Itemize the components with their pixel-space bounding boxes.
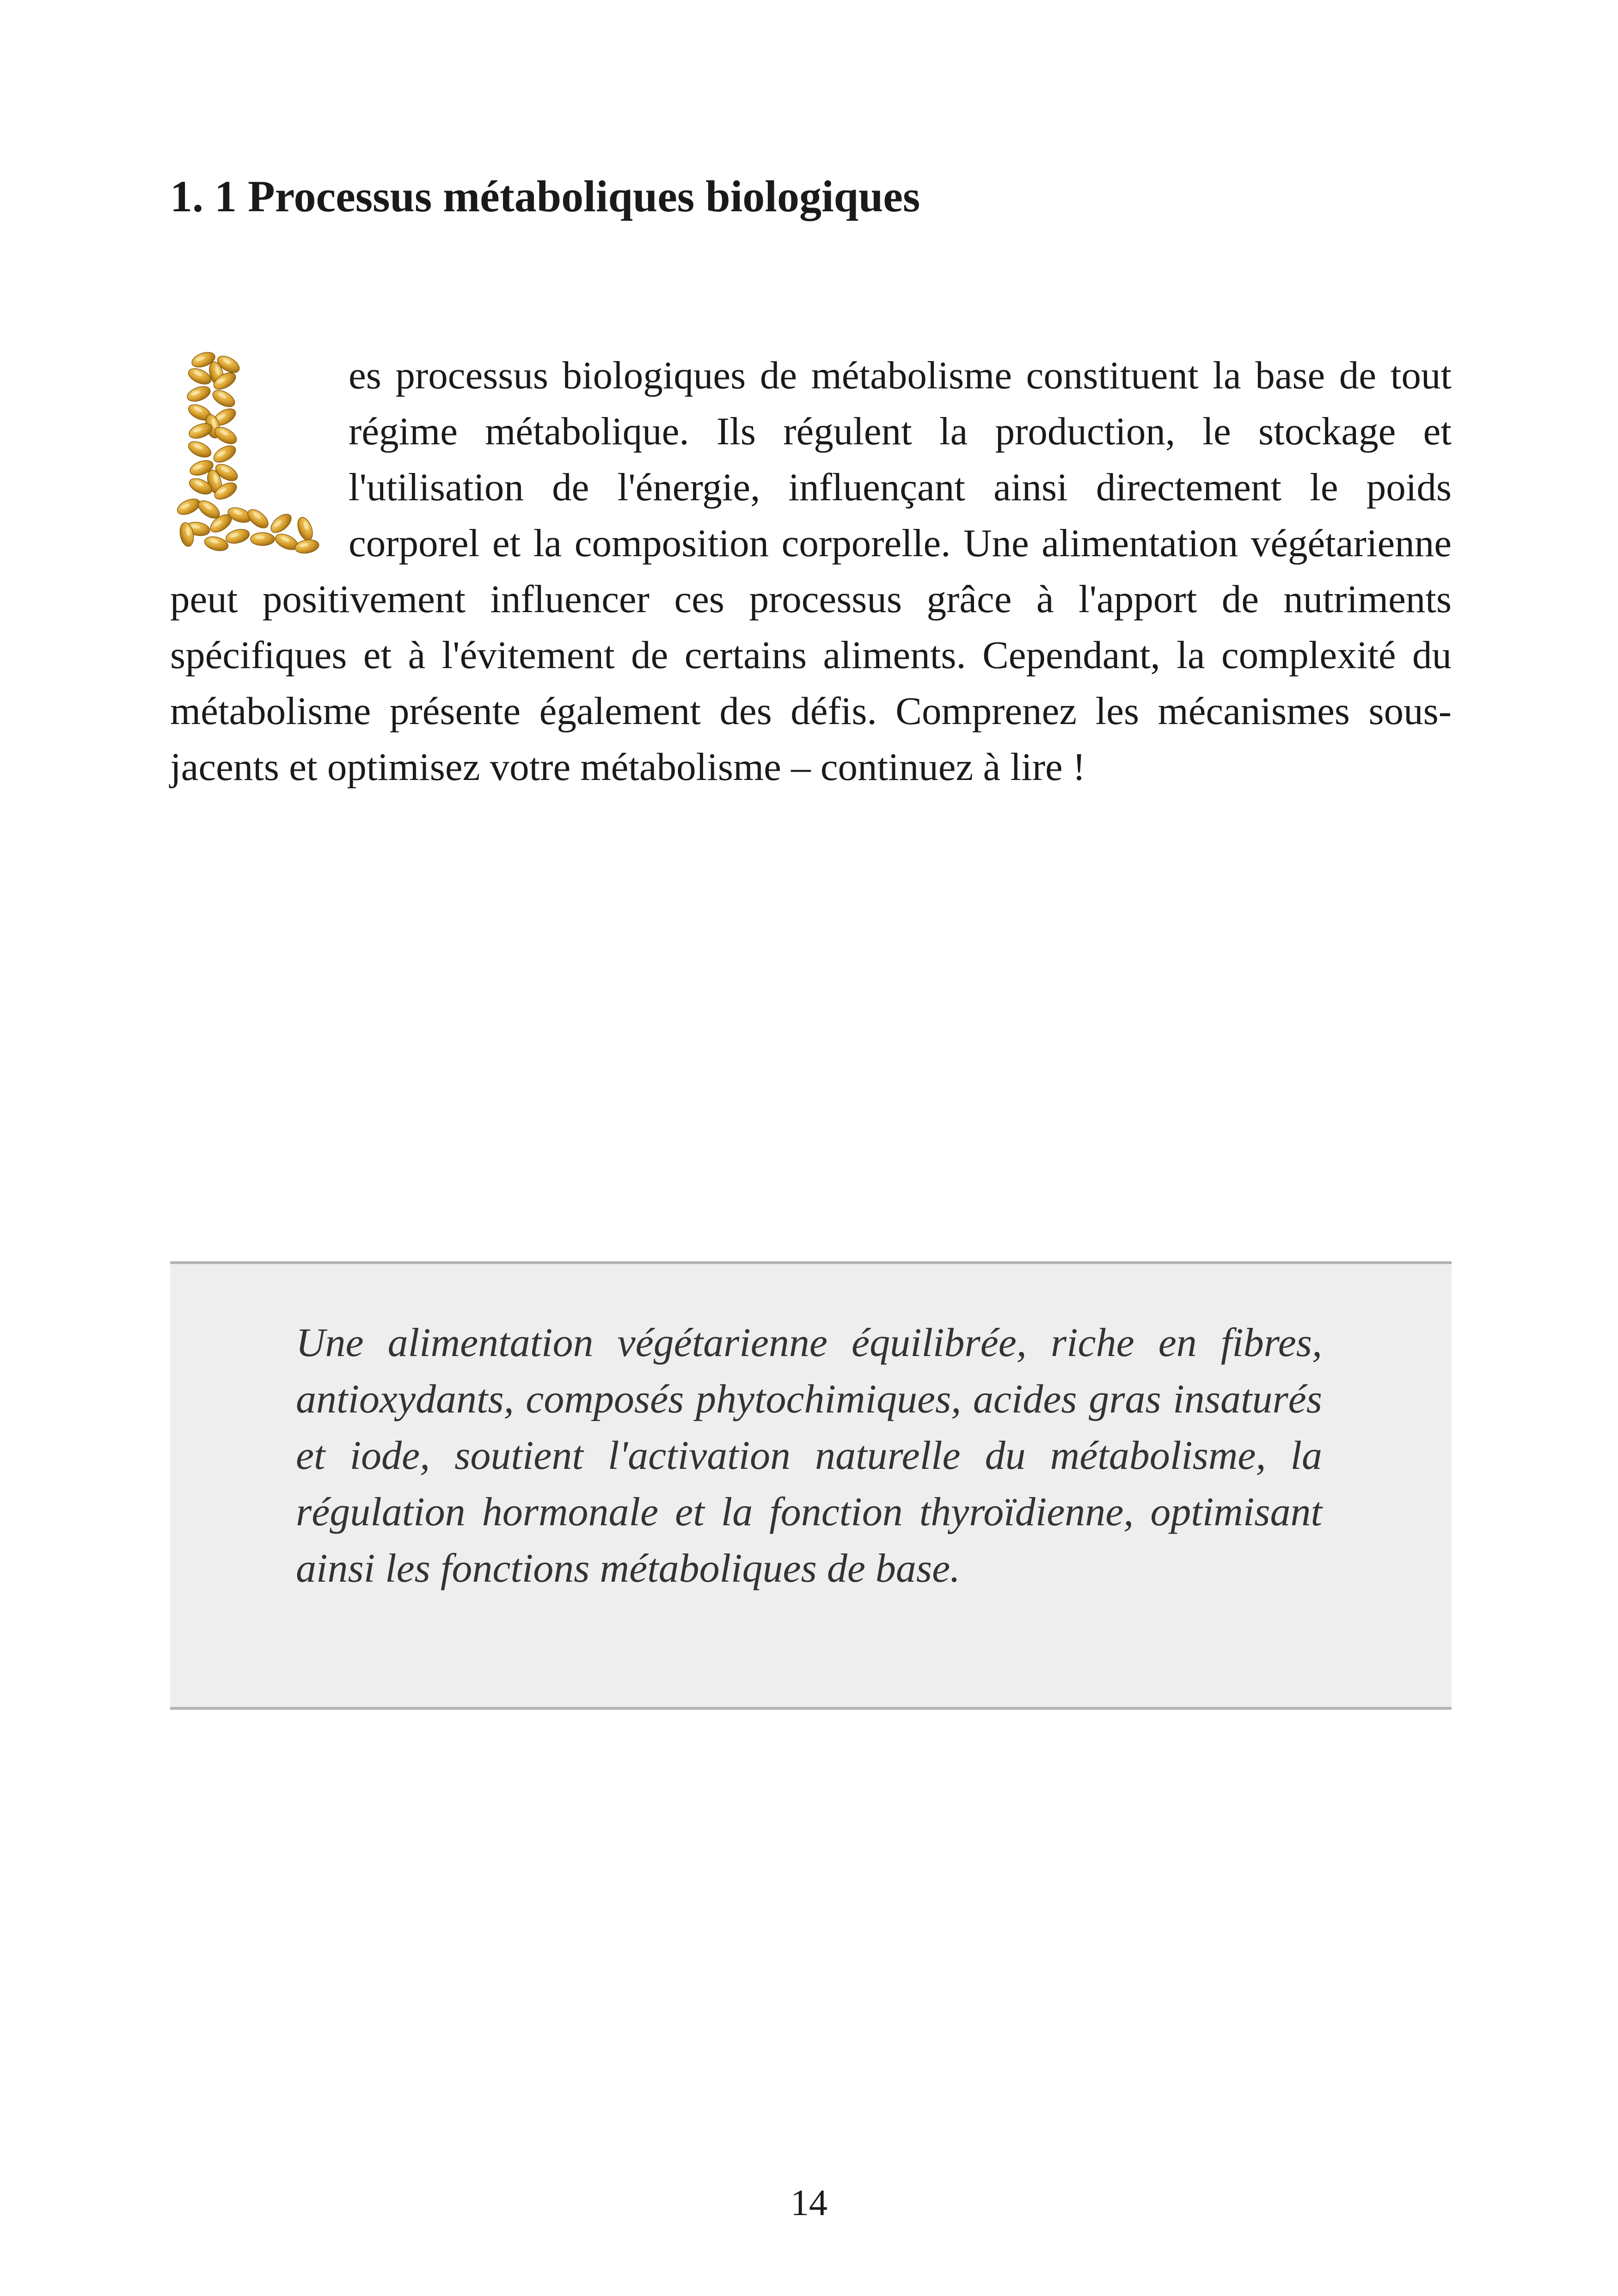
page-title: 1. 1 Processus métaboliques biologiques [170,172,920,221]
seed-mark [203,534,229,553]
seed-mark [175,496,202,517]
seed-mark [186,438,214,460]
seed-mark [294,538,320,555]
drop-cap-seed-letter [170,348,323,565]
seed-mark [210,387,237,410]
callout-box [170,1261,1452,1710]
seed-highlight [255,535,264,539]
intro-paragraph [170,348,1452,795]
seed-mark [295,516,315,542]
seed-mark [224,527,251,546]
seed-mark [251,533,275,546]
page-number: 14 [791,2183,827,2223]
seed-mark [268,511,294,536]
seed-mark [211,442,238,466]
intro-text: es processus biologiques de métabolisme constituent la base de tout régime métabolique. Ils régulent la production, le stockage et l'utilisation de l'énergie, influençant ainsi directement le poids corporel et la composition corporelle. Une alimentation végétarienne peut positivement influencer ces processus grâce à l'apport de nutriments spécifiques et à l'évitement de certains aliments. Cependant, la complexité du métabolisme présente également des défis. Comprenez les mécanismes sous-jacents et optimisez votre métabolisme – continuez à lire ! [170,354,1452,789]
seed-mark [185,384,212,404]
callout-text: Une alimentation végétarienne équilibrée, riche en fibres, antioxydants, composés phytochimiques, acides gras insaturés et iode, soutient l'activation naturelle du métabolisme, la régulation hormonale et la fonction thyroïdienne, optimisant ainsi les fonctions métaboliques de base. [296,1320,1322,1591]
